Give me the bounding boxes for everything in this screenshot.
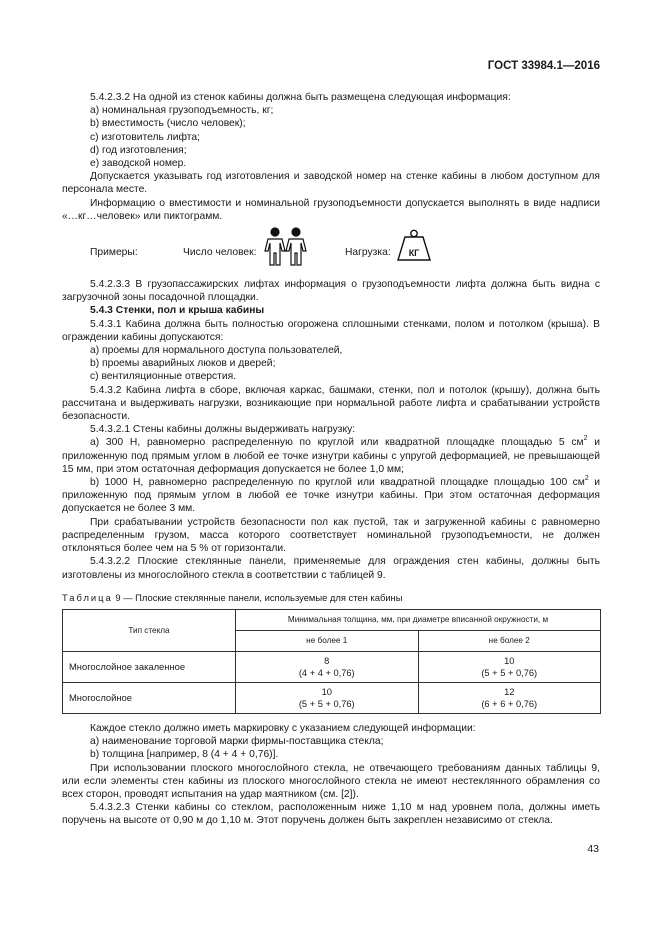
page-number: 43 — [587, 843, 599, 855]
list-item: b) толщина [например, 8 (4 + 4 + 0,76)]. — [90, 749, 279, 761]
table-row — [63, 651, 601, 682]
glass-panels-table — [62, 609, 601, 714]
paragraph: 5.4.3.2.1 Стены кабины должны выдерживать нагрузку: — [90, 424, 356, 436]
examples-label: Примеры: — [90, 247, 138, 259]
section-heading: 5.4.3 Стенки, пол и крыша кабины — [90, 305, 265, 317]
paragraph: Допускается указывать год изготовления и заводской номер на стенке кабины в любом доступном для персонала месте. — [62, 171, 600, 196]
list-item: c) вентиляционные отверстия. — [90, 371, 237, 383]
document-id: ГОСТ 33984.1—2016 — [487, 60, 600, 72]
col-header-group: Минимальная толщина, мм, при диаметре вписанной окружности, м — [236, 609, 601, 630]
list-item: b) вместимость (число человек); — [90, 118, 246, 130]
paragraph: 5.4.3.2.2 Плоские стеклянные панели, применяемые для ограждения стен кабины, должны быть изготовлены из многослойного стекла в соответствии с таблицей 9. — [62, 556, 600, 581]
paragraph: 5.4.3.1 Кабина должна быть полностью огорожена сплошными стенками, полом и потолком (крыша). В ограждении кабины допускаются: — [62, 318, 600, 343]
paragraph: 5.4.3.2 Кабина лифта в сборе, включая каркас, башмаки, стенки, пол и потолок (крышу), должна быть рассчитана и выдерживать нагрузки, возникающие при нормальной работе лифта и срабатывании устройств безопасности. — [62, 384, 600, 423]
load-label: Нагрузка: — [345, 247, 391, 259]
cell-type: Многослойное — [63, 682, 236, 713]
cell-value: 8 (4 + 4 + 0,76) — [236, 651, 419, 682]
weight-kg-text: КГ — [408, 248, 420, 259]
cell-value: 10 (5 + 5 + 0,76) — [236, 682, 419, 713]
cell-value: 10 (5 + 5 + 0,76) — [418, 651, 601, 682]
list-item: d) год изготовления; — [90, 144, 187, 156]
list-item: a) номинальная грузоподъемность, кг; — [90, 105, 274, 117]
section-5-4-2-3-3 — [62, 278, 600, 582]
paragraph: 5.4.2.3.3 В грузопассажирских лифтах информация о грузоподъемности лифта должна быть видна с загрузочной зоны посадочной площадки. — [62, 279, 600, 304]
persons-label: Число человек: — [183, 247, 257, 259]
paragraph: 5.4.3.2.3 Стенки кабины со стеклом, расположенным ниже 1,10 м над уровнем пола, должны иметь поручень на высоте от 0,90 м до 1,10 м. Этот поручень должен быть закреплен независимо от стекла. — [62, 802, 600, 827]
paragraph: Каждое стекло должно иметь маркировку с указанием следующей информации: — [90, 722, 476, 734]
cell-type: Многослойное закаленное — [63, 651, 236, 682]
paragraph: При использовании плоского многослойного стекла, не отвечающего требованиям данных таблицы 9, или если элементы стен кабины из плоского многослойного стекла не имеют нестеклянного обрамления со всех сторон, проводят испытания на удар маятником (см. [2]). — [62, 762, 600, 800]
col-header-2: не более 2 — [418, 630, 601, 651]
list-item: e) заводской номер. — [90, 158, 187, 170]
list-item: a) наименование торговой марки фирмы-поставщика стекла; — [90, 736, 384, 748]
list-item: c) изготовитель лифта; — [90, 131, 200, 143]
list-item: b) проемы аварийных люков и дверей; — [90, 358, 276, 370]
load-item-a: a) 300 Н, равномерно распределенную по круглой или квадратной площадке площадью 5 $см^2$ и приложенную под прямым углом в любой ее точке изнутри кабины с упругой деформацией, не превышающей 15 мм, при этом остаточная деформация допускается не более 1,0 мм; — [62, 435, 600, 475]
paragraph: 5.4.2.3.2 На одной из стенок кабины должна быть размещена следующая информация: — [90, 92, 511, 103]
paragraph: Информацию о вместимости и номинальной грузоподъемности допускается выполнять в виде надписи «…кг…человек» или пиктограмм. — [62, 197, 600, 222]
section-5-4-2-3-2 — [62, 91, 600, 223]
two-persons-pictogram-icon — [264, 227, 308, 267]
examples-row — [62, 227, 600, 275]
table-row — [63, 682, 601, 713]
list-item: a) проемы для нормального доступа пользователей, — [90, 345, 343, 357]
col-header-1: не более 1 — [236, 630, 419, 651]
page-content — [62, 91, 600, 828]
paragraph: При срабатывании устройств безопасности пол как пустой, так и загруженной кабины с равномерно распределенным грузом, масса которого соответствует номинальной грузоподъемности, не должен отклоняться более чем на 5 % от горизонтали. — [62, 516, 600, 555]
section-marking — [62, 722, 600, 828]
load-item-b: b) 1000 Н, равномерно распределенную по круглой или квадратной площадке площадью 100 $см^2$ и приложенную под прямым углом в любой ее точке изнутри кабины. При этом остаточная деформация допускается не более 3 мм. — [62, 474, 600, 515]
cell-value: 12 (6 + 6 + 0,76) — [418, 682, 601, 713]
col-header-type: Тип стекла — [63, 609, 236, 651]
table-caption: Таблица 9 — Плоские стеклянные панели, используемые для стен кабины — [62, 591, 403, 603]
